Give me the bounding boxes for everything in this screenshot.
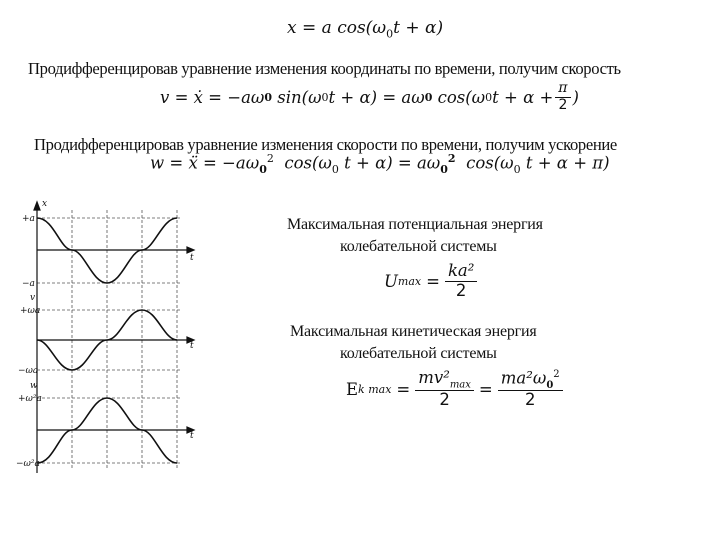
formula-x-eq: = xyxy=(302,18,317,38)
pf-frac xyxy=(445,262,477,299)
oscillation-graphs xyxy=(16,198,202,478)
label-minus-a: −a xyxy=(22,279,35,289)
kf-frac1 xyxy=(415,369,474,409)
pf-den: 2 xyxy=(455,280,467,300)
vf-frac-den: 2 xyxy=(558,96,568,113)
kf-sub: k max xyxy=(358,382,392,396)
kf-num2: ma²ω xyxy=(500,368,547,388)
vf-frac xyxy=(555,81,570,113)
formula-x-lhs: x xyxy=(287,18,297,38)
vf-d: cos(ω xyxy=(432,87,486,107)
af-c: t + α) = aω xyxy=(344,153,441,173)
kf-eq1: = xyxy=(396,379,411,399)
formula-x xyxy=(287,18,443,40)
potential-title-1: Максимальная потенциальная энергия xyxy=(287,216,543,233)
af-e: t + α + π) xyxy=(525,153,610,173)
label-minus-wa: −ωa xyxy=(18,366,39,376)
af-sub3: 0 xyxy=(440,162,448,176)
label-t3: t xyxy=(190,431,194,441)
af-d: cos(ω xyxy=(460,153,514,173)
accel-text: Продифференцировав уравнение изменения скорости по времени, получим ускорение xyxy=(34,135,617,154)
potential-title-2: колебательной системы xyxy=(340,238,497,255)
kf-frac2 xyxy=(498,369,563,410)
af-sup1: 2 xyxy=(266,152,274,165)
velocity-formula xyxy=(160,80,579,114)
kf-num2-sup: 2 xyxy=(553,368,560,380)
kf-den1: 2 xyxy=(439,390,450,410)
kf-eq2: = xyxy=(478,379,493,399)
pf-sub: max xyxy=(397,274,422,288)
af-sub1: 0 xyxy=(259,162,267,176)
kf-num1-wrap xyxy=(415,369,474,391)
af-b: cos(ω xyxy=(279,153,332,173)
kf-num2-wrap xyxy=(498,369,563,392)
potential-formula xyxy=(384,258,477,304)
label-plus-a: +a xyxy=(22,214,35,224)
vf-sub4: 0 xyxy=(485,90,493,104)
label-t2: t xyxy=(190,341,194,351)
vf-b: sin(ω xyxy=(272,87,322,107)
label-plus-wa: +ωa xyxy=(20,306,41,316)
formula-x-rhs: a cos(ω xyxy=(321,18,387,38)
kf-num1: mv² xyxy=(418,367,450,387)
velocity-text: Продифференцировав уравнение изменения координаты по времени, получим скорость xyxy=(28,59,621,78)
kf-lhs: E xyxy=(346,379,359,399)
formula-x-sub: 0 xyxy=(386,27,394,41)
vf-a: v = ẋ = −aω xyxy=(160,87,265,107)
af-sub2: 0 xyxy=(331,162,339,176)
af-a: w = ẍ = −aω xyxy=(150,153,260,173)
kf-num1-sub: max xyxy=(449,379,471,391)
label-v-axis: v xyxy=(30,293,36,303)
kf-num2-sub: 0 xyxy=(546,379,554,391)
vf-c: t + α) = aω xyxy=(328,87,425,107)
kinetic-formula xyxy=(346,364,563,414)
pf-lhs: U xyxy=(384,271,398,291)
label-x-axis: x xyxy=(42,199,48,209)
kinetic-title-2: колебательной системы xyxy=(340,345,497,362)
pf-eq: = xyxy=(426,271,440,291)
label-plus-w2a: +ω²a xyxy=(18,394,42,404)
af-sub4: 0 xyxy=(513,162,521,176)
label-w-axis: w xyxy=(30,381,38,391)
label-t1: t xyxy=(190,253,194,263)
af-sup3: 2 xyxy=(447,152,456,165)
vf-sub2: 0 xyxy=(321,90,329,104)
vf-e: t + α + xyxy=(492,87,554,107)
vf-sub1: 0 xyxy=(264,90,273,104)
formula-x-tail: t + α) xyxy=(393,18,444,38)
label-minus-w2a: −ω²a xyxy=(16,459,40,469)
kf-den2: 2 xyxy=(524,390,536,410)
accel-formula xyxy=(150,152,610,176)
vf-f: ) xyxy=(572,87,579,107)
vf-sub3: 0 xyxy=(424,90,433,104)
vf-frac-num: π xyxy=(555,81,570,97)
kinetic-title-1: Максимальная кинетическая энергия xyxy=(290,323,537,340)
pf-num: ka² xyxy=(445,262,477,281)
